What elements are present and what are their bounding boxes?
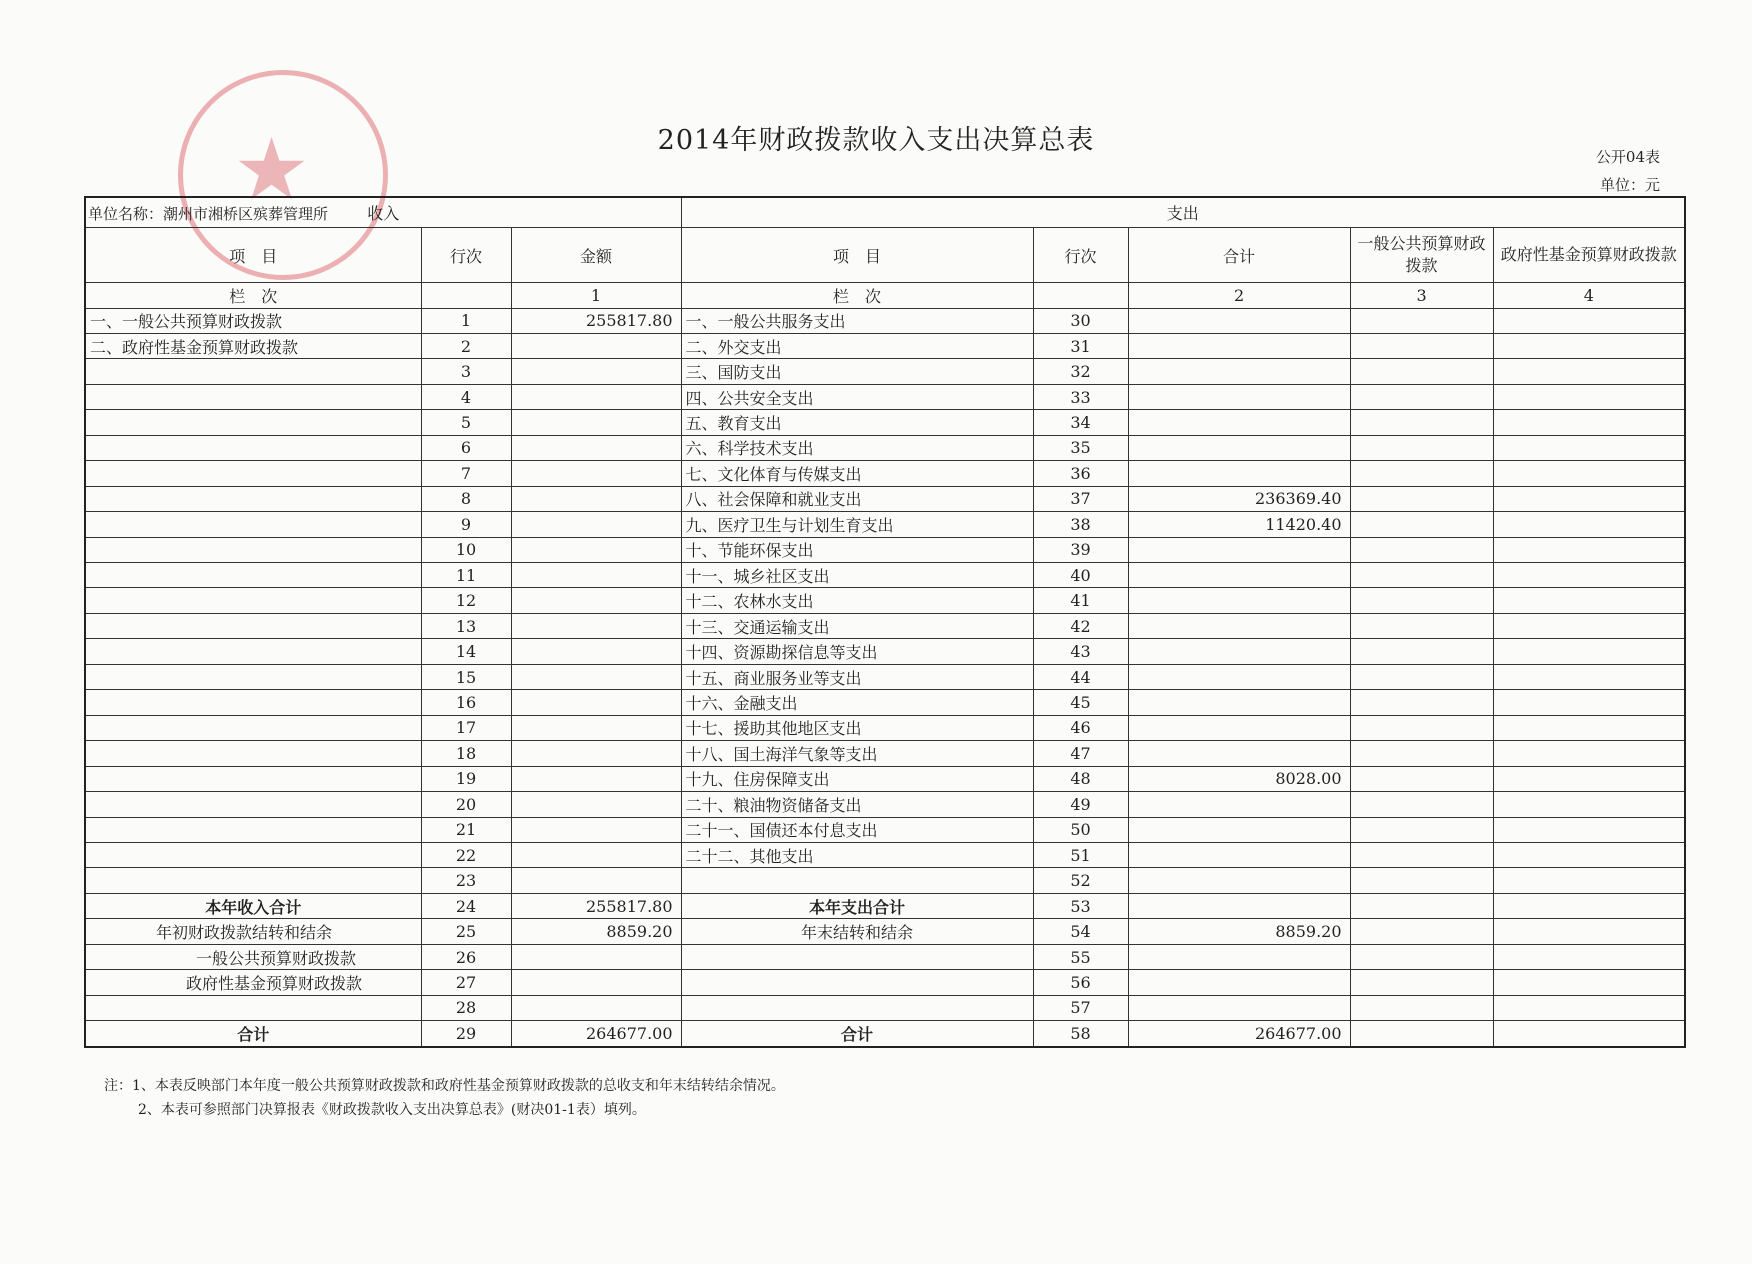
page-title: 2014年财政拨款收入支出决算总表 bbox=[657, 125, 1095, 156]
expense-general-budget bbox=[1350, 461, 1493, 486]
income-row-no: 12 bbox=[421, 588, 511, 613]
expense-general-budget bbox=[1350, 512, 1493, 537]
expense-fund-budget bbox=[1493, 766, 1685, 791]
income-item bbox=[85, 843, 421, 868]
footnote-2: 2、本表可参照部门决算报表《财政拨款收入支出决算总表》(财决01-1表）填列。 bbox=[138, 1102, 646, 1118]
expense-row-no: 30 bbox=[1033, 308, 1128, 333]
income-amount bbox=[511, 333, 681, 358]
table-row bbox=[85, 766, 1685, 791]
expense-row-no: 34 bbox=[1033, 410, 1128, 435]
expense-total bbox=[1128, 461, 1350, 486]
expense-fund-budget bbox=[1493, 868, 1685, 893]
expense-total bbox=[1128, 792, 1350, 817]
income-amount bbox=[511, 359, 681, 384]
expense-row-no: 46 bbox=[1033, 715, 1128, 740]
general-budget-header: 一般公共预算财政拨款 bbox=[1350, 228, 1493, 283]
income-item bbox=[85, 715, 421, 740]
expense-item: 十四、资源勘探信息等支出 bbox=[681, 639, 1033, 664]
summary-expense-total bbox=[1128, 944, 1350, 969]
expense-total bbox=[1128, 843, 1350, 868]
expense-row-no: 50 bbox=[1033, 817, 1128, 842]
expense-row-no: 39 bbox=[1033, 537, 1128, 562]
column-index-3: 3 bbox=[1350, 283, 1493, 308]
table-row bbox=[85, 664, 1685, 689]
expense-item: 二十一、国债还本付息支出 bbox=[681, 817, 1033, 842]
summary-expense-general-budget bbox=[1350, 995, 1493, 1020]
expense-general-budget bbox=[1350, 308, 1493, 333]
expense-item: 二十、粮油物资储备支出 bbox=[681, 792, 1033, 817]
income-item bbox=[85, 792, 421, 817]
expense-item-header: 项 目 bbox=[681, 228, 1033, 283]
income-item bbox=[85, 613, 421, 638]
expense-fund-budget bbox=[1493, 613, 1685, 638]
summary-expense-item bbox=[681, 970, 1033, 995]
expense-item: 十一、城乡社区支出 bbox=[681, 563, 1033, 588]
expense-total bbox=[1128, 588, 1350, 613]
expense-general-budget bbox=[1350, 333, 1493, 358]
table-row bbox=[85, 817, 1685, 842]
expense-general-budget bbox=[1350, 639, 1493, 664]
expense-fund-budget bbox=[1493, 410, 1685, 435]
income-amount bbox=[511, 664, 681, 689]
income-item bbox=[85, 435, 421, 460]
income-row-no: 5 bbox=[421, 410, 511, 435]
summary-income-row-no: 28 bbox=[421, 995, 511, 1020]
income-amount bbox=[511, 563, 681, 588]
summary-expense-row-no: 58 bbox=[1033, 1021, 1128, 1047]
expense-item: 二、外交支出 bbox=[681, 333, 1033, 358]
expense-general-budget bbox=[1350, 435, 1493, 460]
table-row bbox=[85, 868, 1685, 893]
budget-table bbox=[84, 196, 1686, 1048]
summary-row bbox=[85, 919, 1685, 944]
expense-fund-budget bbox=[1493, 333, 1685, 358]
summary-expense-fund-budget bbox=[1493, 1021, 1685, 1047]
expense-total bbox=[1128, 410, 1350, 435]
income-item-header: 项 目 bbox=[85, 228, 421, 283]
expense-fund-budget bbox=[1493, 741, 1685, 766]
expense-column-index-blank bbox=[1033, 283, 1128, 308]
income-item bbox=[85, 741, 421, 766]
summary-expense-general-budget bbox=[1350, 970, 1493, 995]
expense-fund-budget bbox=[1493, 715, 1685, 740]
expense-item: 十五、商业服务业等支出 bbox=[681, 664, 1033, 689]
income-row-no: 11 bbox=[421, 563, 511, 588]
summary-income-row-no: 26 bbox=[421, 944, 511, 969]
income-amount bbox=[511, 741, 681, 766]
income-amount bbox=[511, 792, 681, 817]
table-row bbox=[85, 690, 1685, 715]
income-row-no: 14 bbox=[421, 639, 511, 664]
income-row-no: 3 bbox=[421, 359, 511, 384]
table-row bbox=[85, 792, 1685, 817]
expense-item: 十三、交通运输支出 bbox=[681, 613, 1033, 638]
expense-total bbox=[1128, 690, 1350, 715]
income-row-no: 7 bbox=[421, 461, 511, 486]
expense-fund-budget bbox=[1493, 588, 1685, 613]
income-row-no: 16 bbox=[421, 690, 511, 715]
expense-total bbox=[1128, 868, 1350, 893]
expense-item: 十六、金融支出 bbox=[681, 690, 1033, 715]
expense-general-budget bbox=[1350, 410, 1493, 435]
income-amount bbox=[511, 690, 681, 715]
summary-expense-total: 8859.20 bbox=[1128, 919, 1350, 944]
expense-fund-budget bbox=[1493, 563, 1685, 588]
summary-row bbox=[85, 944, 1685, 969]
income-row-no: 8 bbox=[421, 486, 511, 511]
table-row bbox=[85, 359, 1685, 384]
income-amount bbox=[511, 639, 681, 664]
expense-general-budget bbox=[1350, 766, 1493, 791]
summary-expense-fund-budget bbox=[1493, 919, 1685, 944]
income-row-no: 21 bbox=[421, 817, 511, 842]
summary-expense-item: 合计 bbox=[681, 1021, 1033, 1047]
expense-total: 8028.00 bbox=[1128, 766, 1350, 791]
income-amount-header: 金额 bbox=[511, 228, 681, 283]
expense-total bbox=[1128, 333, 1350, 358]
summary-income-row-no: 27 bbox=[421, 970, 511, 995]
expense-row-no: 38 bbox=[1033, 512, 1128, 537]
summary-expense-total bbox=[1128, 970, 1350, 995]
expense-row-no: 32 bbox=[1033, 359, 1128, 384]
summary-expense-item bbox=[681, 995, 1033, 1020]
expense-total bbox=[1128, 563, 1350, 588]
income-item bbox=[85, 486, 421, 511]
table-row bbox=[85, 563, 1685, 588]
expense-general-budget bbox=[1350, 741, 1493, 766]
income-amount: 255817.80 bbox=[511, 308, 681, 333]
summary-row bbox=[85, 995, 1685, 1020]
expense-row-no: 49 bbox=[1033, 792, 1128, 817]
expense-total: 236369.40 bbox=[1128, 486, 1350, 511]
income-row-no: 20 bbox=[421, 792, 511, 817]
summary-income-item: 年初财政拨款结转和结余 bbox=[85, 919, 421, 944]
expense-item: 二十二、其他支出 bbox=[681, 843, 1033, 868]
income-item bbox=[85, 359, 421, 384]
expense-general-budget bbox=[1350, 817, 1493, 842]
expense-item: 一、一般公共服务支出 bbox=[681, 308, 1033, 333]
form-number: 公开04表 bbox=[1595, 148, 1660, 166]
summary-expense-total: 264677.00 bbox=[1128, 1021, 1350, 1047]
expense-row-no: 42 bbox=[1033, 613, 1128, 638]
header-row-1 bbox=[85, 197, 1685, 228]
expense-row-no: 40 bbox=[1033, 563, 1128, 588]
expense-total bbox=[1128, 664, 1350, 689]
income-amount bbox=[511, 588, 681, 613]
expense-general-budget bbox=[1350, 715, 1493, 740]
income-row-no-header: 行次 bbox=[421, 228, 511, 283]
summary-income-amount bbox=[511, 970, 681, 995]
column-index-4: 4 bbox=[1493, 283, 1685, 308]
income-column-index-blank bbox=[421, 283, 511, 308]
expense-fund-budget bbox=[1493, 384, 1685, 409]
summary-expense-row-no: 57 bbox=[1033, 995, 1128, 1020]
expense-fund-budget bbox=[1493, 690, 1685, 715]
expense-item bbox=[681, 868, 1033, 893]
income-amount bbox=[511, 766, 681, 791]
expense-column-index-label: 栏 次 bbox=[681, 283, 1033, 308]
expense-total bbox=[1128, 537, 1350, 562]
table-row bbox=[85, 537, 1685, 562]
table-row bbox=[85, 512, 1685, 537]
summary-expense-total bbox=[1128, 995, 1350, 1020]
income-item bbox=[85, 690, 421, 715]
expense-general-budget bbox=[1350, 384, 1493, 409]
expense-general-budget bbox=[1350, 664, 1493, 689]
summary-income-item: 合计 bbox=[85, 1021, 421, 1047]
summary-expense-fund-budget bbox=[1493, 995, 1685, 1020]
expense-general-budget bbox=[1350, 792, 1493, 817]
income-amount bbox=[511, 512, 681, 537]
expense-row-no-header: 行次 bbox=[1033, 228, 1128, 283]
income-item bbox=[85, 537, 421, 562]
expense-fund-budget bbox=[1493, 817, 1685, 842]
expense-total bbox=[1128, 817, 1350, 842]
income-amount bbox=[511, 715, 681, 740]
summary-row bbox=[85, 893, 1685, 918]
expense-fund-budget bbox=[1493, 639, 1685, 664]
summary-expense-item: 年末结转和结余 bbox=[681, 919, 1033, 944]
expense-general-budget bbox=[1350, 359, 1493, 384]
expense-total: 11420.40 bbox=[1128, 512, 1350, 537]
income-row-no: 18 bbox=[421, 741, 511, 766]
expense-fund-budget bbox=[1493, 512, 1685, 537]
table-row bbox=[85, 384, 1685, 409]
income-item bbox=[85, 512, 421, 537]
income-row-no: 1 bbox=[421, 308, 511, 333]
expense-fund-budget bbox=[1493, 435, 1685, 460]
table-row bbox=[85, 639, 1685, 664]
expense-item: 十八、国土海洋气象等支出 bbox=[681, 741, 1033, 766]
expense-total bbox=[1128, 384, 1350, 409]
footnote-1: 注：1、本表反映部门本年度一般公共预算财政拨款和政府性基金预算财政拨款的总收支和年末结转结余情况。 bbox=[104, 1078, 785, 1094]
expense-fund-budget bbox=[1493, 308, 1685, 333]
table-row bbox=[85, 435, 1685, 460]
expense-total bbox=[1128, 308, 1350, 333]
expense-general-budget bbox=[1350, 537, 1493, 562]
income-amount bbox=[511, 384, 681, 409]
income-row-no: 23 bbox=[421, 868, 511, 893]
expense-fund-budget bbox=[1493, 461, 1685, 486]
summary-income-amount bbox=[511, 944, 681, 969]
expense-row-no: 41 bbox=[1033, 588, 1128, 613]
table-row bbox=[85, 308, 1685, 333]
summary-income-item: 一般公共预算财政拨款 bbox=[85, 944, 421, 969]
expense-header: 支出 bbox=[681, 197, 1685, 228]
summary-expense-fund-budget bbox=[1493, 893, 1685, 918]
income-amount bbox=[511, 537, 681, 562]
expense-total bbox=[1128, 639, 1350, 664]
expense-item: 十二、农林水支出 bbox=[681, 588, 1033, 613]
expense-item: 四、公共安全支出 bbox=[681, 384, 1033, 409]
summary-expense-general-budget bbox=[1350, 944, 1493, 969]
income-item bbox=[85, 461, 421, 486]
expense-general-budget bbox=[1350, 868, 1493, 893]
income-item bbox=[85, 384, 421, 409]
expense-row-no: 47 bbox=[1033, 741, 1128, 766]
summary-income-item: 本年收入合计 bbox=[85, 893, 421, 918]
expense-item: 十九、住房保障支出 bbox=[681, 766, 1033, 791]
expense-item: 五、教育支出 bbox=[681, 410, 1033, 435]
organization-name: 单位名称：潮州市湘桥区殡葬管理所 bbox=[88, 205, 329, 223]
expense-item: 九、医疗卫生与计划生育支出 bbox=[681, 512, 1033, 537]
expense-general-budget bbox=[1350, 588, 1493, 613]
summary-income-amount: 264677.00 bbox=[511, 1021, 681, 1047]
summary-income-item: 政府性基金预算财政拨款 bbox=[85, 970, 421, 995]
expense-total-header: 合计 bbox=[1128, 228, 1350, 283]
fund-budget-header: 政府性基金预算财政拨款 bbox=[1493, 228, 1685, 283]
expense-row-no: 31 bbox=[1033, 333, 1128, 358]
income-row-no: 22 bbox=[421, 843, 511, 868]
income-row-no: 17 bbox=[421, 715, 511, 740]
summary-income-amount bbox=[511, 995, 681, 1020]
income-row-no: 15 bbox=[421, 664, 511, 689]
expense-row-no: 37 bbox=[1033, 486, 1128, 511]
expense-total bbox=[1128, 741, 1350, 766]
summary-expense-row-no: 54 bbox=[1033, 919, 1128, 944]
income-item bbox=[85, 410, 421, 435]
expense-total bbox=[1128, 613, 1350, 638]
income-item bbox=[85, 588, 421, 613]
seal-star-icon: ★ bbox=[233, 120, 311, 220]
income-row-no: 6 bbox=[421, 435, 511, 460]
expense-row-no: 35 bbox=[1033, 435, 1128, 460]
summary-row bbox=[85, 970, 1685, 995]
expense-fund-budget bbox=[1493, 537, 1685, 562]
summary-income-row-no: 24 bbox=[421, 893, 511, 918]
income-amount bbox=[511, 843, 681, 868]
expense-row-no: 43 bbox=[1033, 639, 1128, 664]
income-item bbox=[85, 664, 421, 689]
summary-expense-total bbox=[1128, 893, 1350, 918]
expense-fund-budget bbox=[1493, 359, 1685, 384]
expense-item: 十、节能环保支出 bbox=[681, 537, 1033, 562]
summary-income-row-no: 25 bbox=[421, 919, 511, 944]
table-row bbox=[85, 333, 1685, 358]
expense-row-no: 33 bbox=[1033, 384, 1128, 409]
income-item bbox=[85, 563, 421, 588]
expense-item: 六、科学技术支出 bbox=[681, 435, 1033, 460]
table-row bbox=[85, 588, 1685, 613]
seal-text bbox=[194, 69, 362, 93]
income-amount bbox=[511, 410, 681, 435]
income-row-no: 10 bbox=[421, 537, 511, 562]
income-amount bbox=[511, 613, 681, 638]
income-item bbox=[85, 639, 421, 664]
summary-expense-fund-budget bbox=[1493, 970, 1685, 995]
table-row bbox=[85, 613, 1685, 638]
income-amount bbox=[511, 435, 681, 460]
expense-total bbox=[1128, 359, 1350, 384]
expense-item: 三、国防支出 bbox=[681, 359, 1033, 384]
header-row-2 bbox=[85, 228, 1685, 283]
summary-expense-row-no: 55 bbox=[1033, 944, 1128, 969]
table-row bbox=[85, 461, 1685, 486]
footnotes bbox=[104, 1074, 785, 1122]
summary-expense-general-budget bbox=[1350, 1021, 1493, 1047]
income-row-no: 19 bbox=[421, 766, 511, 791]
summary-expense-row-no: 53 bbox=[1033, 893, 1128, 918]
expense-total bbox=[1128, 715, 1350, 740]
expense-item: 八、社会保障和就业支出 bbox=[681, 486, 1033, 511]
currency-unit: 单位：元 bbox=[1599, 176, 1660, 194]
summary-expense-general-budget bbox=[1350, 893, 1493, 918]
expense-row-no: 45 bbox=[1033, 690, 1128, 715]
income-amount bbox=[511, 817, 681, 842]
summary-income-row-no: 29 bbox=[421, 1021, 511, 1047]
summary-expense-general-budget bbox=[1350, 919, 1493, 944]
expense-general-budget bbox=[1350, 843, 1493, 868]
income-row-no: 4 bbox=[421, 384, 511, 409]
income-row-no: 13 bbox=[421, 613, 511, 638]
income-item bbox=[85, 817, 421, 842]
table-row bbox=[85, 843, 1685, 868]
expense-item: 十七、援助其他地区支出 bbox=[681, 715, 1033, 740]
expense-general-budget bbox=[1350, 690, 1493, 715]
income-column-index-label: 栏 次 bbox=[85, 283, 421, 308]
expense-fund-budget bbox=[1493, 486, 1685, 511]
expense-fund-budget bbox=[1493, 664, 1685, 689]
income-row-no: 9 bbox=[421, 512, 511, 537]
income-item: 一、一般公共预算财政拨款 bbox=[85, 308, 421, 333]
table-row bbox=[85, 715, 1685, 740]
summary-expense-item bbox=[681, 944, 1033, 969]
expense-row-no: 52 bbox=[1033, 868, 1128, 893]
summary-row bbox=[85, 1021, 1685, 1047]
summary-income-item bbox=[85, 995, 421, 1020]
expense-row-no: 51 bbox=[1033, 843, 1128, 868]
income-item bbox=[85, 766, 421, 791]
column-index-1: 1 bbox=[511, 283, 681, 308]
summary-income-amount: 255817.80 bbox=[511, 893, 681, 918]
income-header: 收入 bbox=[85, 197, 681, 228]
expense-total bbox=[1128, 435, 1350, 460]
expense-fund-budget bbox=[1493, 792, 1685, 817]
summary-expense-row-no: 56 bbox=[1033, 970, 1128, 995]
expense-row-no: 48 bbox=[1033, 766, 1128, 791]
expense-row-no: 44 bbox=[1033, 664, 1128, 689]
column-index-2: 2 bbox=[1128, 283, 1350, 308]
income-item: 二、政府性基金预算财政拨款 bbox=[85, 333, 421, 358]
summary-expense-item: 本年支出合计 bbox=[681, 893, 1033, 918]
expense-general-budget bbox=[1350, 563, 1493, 588]
income-item bbox=[85, 868, 421, 893]
income-amount bbox=[511, 868, 681, 893]
income-row-no: 2 bbox=[421, 333, 511, 358]
column-index-row bbox=[85, 283, 1685, 308]
table-row bbox=[85, 410, 1685, 435]
expense-general-budget bbox=[1350, 613, 1493, 638]
expense-row-no: 36 bbox=[1033, 461, 1128, 486]
income-amount bbox=[511, 486, 681, 511]
expense-general-budget bbox=[1350, 486, 1493, 511]
table-row bbox=[85, 741, 1685, 766]
income-amount bbox=[511, 461, 681, 486]
expense-fund-budget bbox=[1493, 843, 1685, 868]
summary-income-amount: 8859.20 bbox=[511, 919, 681, 944]
expense-item: 七、文化体育与传媒支出 bbox=[681, 461, 1033, 486]
table-row bbox=[85, 486, 1685, 511]
summary-expense-fund-budget bbox=[1493, 944, 1685, 969]
